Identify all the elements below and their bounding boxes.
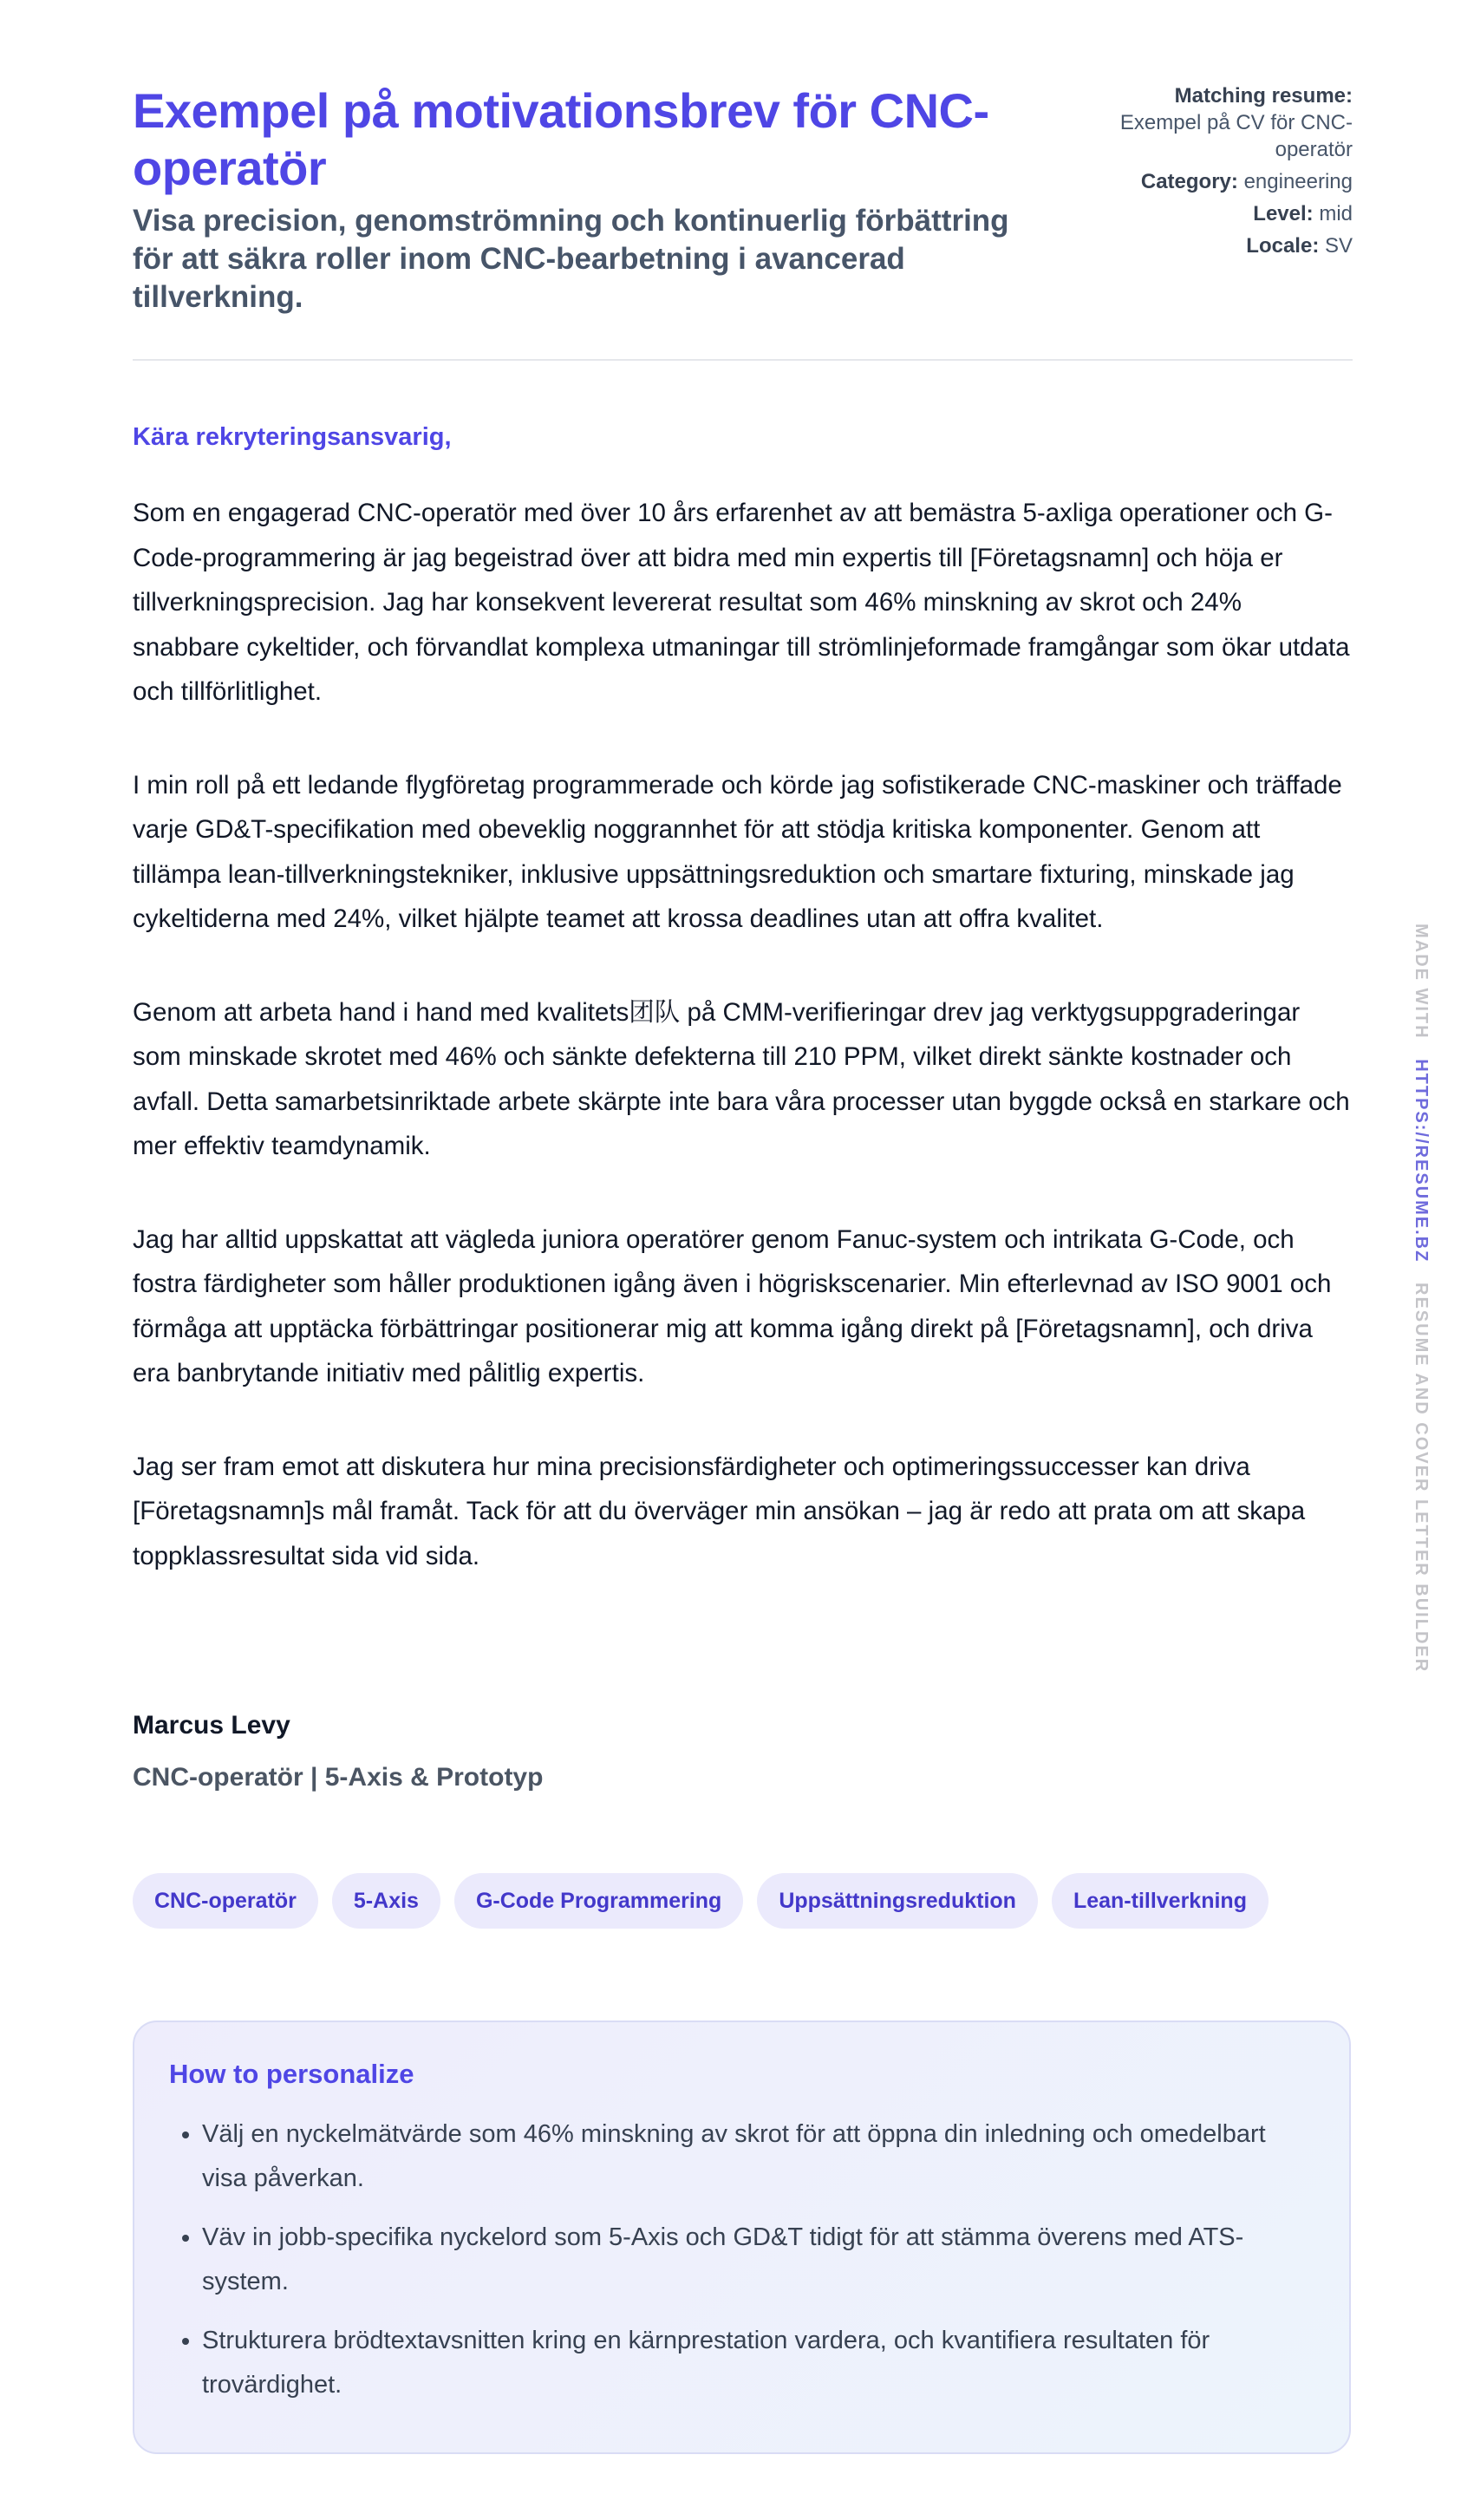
credit-link[interactable]: HTTPS://RESUME.BZ xyxy=(1412,1059,1431,1263)
meta-panel xyxy=(1066,82,1353,264)
tag[interactable]: 5-Axis xyxy=(332,1873,440,1929)
side-credit xyxy=(1405,924,1439,1674)
personalize-tips-box xyxy=(133,2021,1351,2454)
letter-paragraph: Jag har alltid uppskattat att vägleda juniora operatörer genom Fanuc-system och intrikata G-Code, och fostra färdigheter som håller produktionen igång även i högriskscenarier. Min efterlevnad av ISO 9001 och förmåga att upptäcka förbättringar positionerar mig att komma igång direkt på [Företagsnamn], och driva era banbrytande initiativ med pålitlig expertis. xyxy=(133,1224,1332,1387)
locale-label: Locale: xyxy=(1246,234,1320,258)
tag[interactable]: G-Code Programmering xyxy=(454,1873,743,1929)
category-value: engineering xyxy=(1243,170,1353,193)
matching-resume-link[interactable]: Exempel på CV för CNC-operatör xyxy=(1119,111,1353,161)
signature-title: CNC-operatör | 5-Axis & Prototyp xyxy=(133,1763,544,1792)
locale-value: SV xyxy=(1324,234,1353,258)
tips-title: How to personalize xyxy=(169,2059,414,2089)
page-header xyxy=(133,82,1353,317)
matching-resume-label: Matching resume: xyxy=(1174,84,1353,108)
letter-paragraph: Genom att arbeta hand i hand med kvalitets团队 på CMM-verifieringar drev jag verktygsuppgraderingar som minskade skrotet med 46% och sänkte defekterna till 210 PPM, vilket direkt sänkte kostnader och avfall. Detta samarbetsinriktade arbete skärpte inte bara våra processer utan byggde också en starkare och mer effektiv teamdynamik. xyxy=(133,997,1350,1160)
tip-item: • Välj en nyckelmätvärde som 46% minskning av skrot för att öppna din inledning och omedelbart visa påverkan. xyxy=(202,2112,1314,2201)
page-subtitle: Visa precision, genomströmning och kontinuerlig förbättring för att säkra roller inom CNC-bearbetning i avancerad tillverkning. xyxy=(133,204,1009,314)
header-divider xyxy=(133,359,1353,361)
level-label: Level: xyxy=(1253,202,1314,225)
category-label: Category: xyxy=(1140,170,1238,193)
tip-item: • Strukturera brödtextavsnitten kring en kärnprestation vardera, och kvantifiera resultaten för trovärdighet. xyxy=(202,2319,1314,2407)
tag-list xyxy=(133,1873,1269,1929)
level-value: mid xyxy=(1319,202,1353,225)
credit-prefix: MADE WITH xyxy=(1412,924,1431,1040)
page-title: Exempel på motivationsbrev för CNC-operatör xyxy=(133,83,989,195)
letter-paragraph: I min roll på ett ledande flygföretag programmerade och körde jag sofistikerade CNC-maskiner och träffade varje GD&T-specifikation med obeveklig noggrannhet för att stödja kritiska komponenter. Genom att tillämpa lean-tillverkningstekniker, inklusive uppsättningsreduktion och smartare fixturing, minskade jag cykeltiderna med 24%, vilket hjälpte teamet att krossa deadlines utan att offra kvalitet. xyxy=(133,770,1342,933)
tag[interactable]: Lean-tillverkning xyxy=(1052,1873,1269,1929)
tip-item: • Väv in jobb-specifika nyckelord som 5-Axis och GD&T tidigt för att stämma överens med ATS-system. xyxy=(202,2216,1314,2304)
letter-body xyxy=(133,491,1353,1627)
letter-paragraph: Som en engagerad CNC-operatör med över 10 års erfarenhet av att bemästra 5-axliga operationer och G-Code-programmering är jag begeistrad över att bidra med min expertis till [Företagsnamn] och höja er tillverkningsprecision. Jag har konsekvent levererat resultat som 46% minskning av skrot och 24% snabbare cykeltider, och förvandlat komplexa utmaningar till strömlinjeformade framgångar som ökar utdata och tillförlitlighet. xyxy=(133,499,1350,706)
signature-name: Marcus Levy xyxy=(133,1711,290,1740)
credit-suffix: RESUME AND COVER LETTER BUILDER xyxy=(1412,1283,1431,1674)
letter-greeting: Kära rekryteringsansvarig, xyxy=(133,423,452,451)
tag[interactable]: Uppsättningsreduktion xyxy=(757,1873,1038,1929)
letter-paragraph: Jag ser fram emot att diskutera hur mina precisionsfärdigheter och optimeringssuccesser kan driva [Företagsnamn]s mål framåt. Tack för att du överväger min ansökan – jag är redo att prata om att skapa toppklassresultat sida vid sida. xyxy=(133,1452,1306,1570)
tag[interactable]: CNC-operatör xyxy=(133,1873,318,1929)
tips-list xyxy=(169,2112,1314,2407)
